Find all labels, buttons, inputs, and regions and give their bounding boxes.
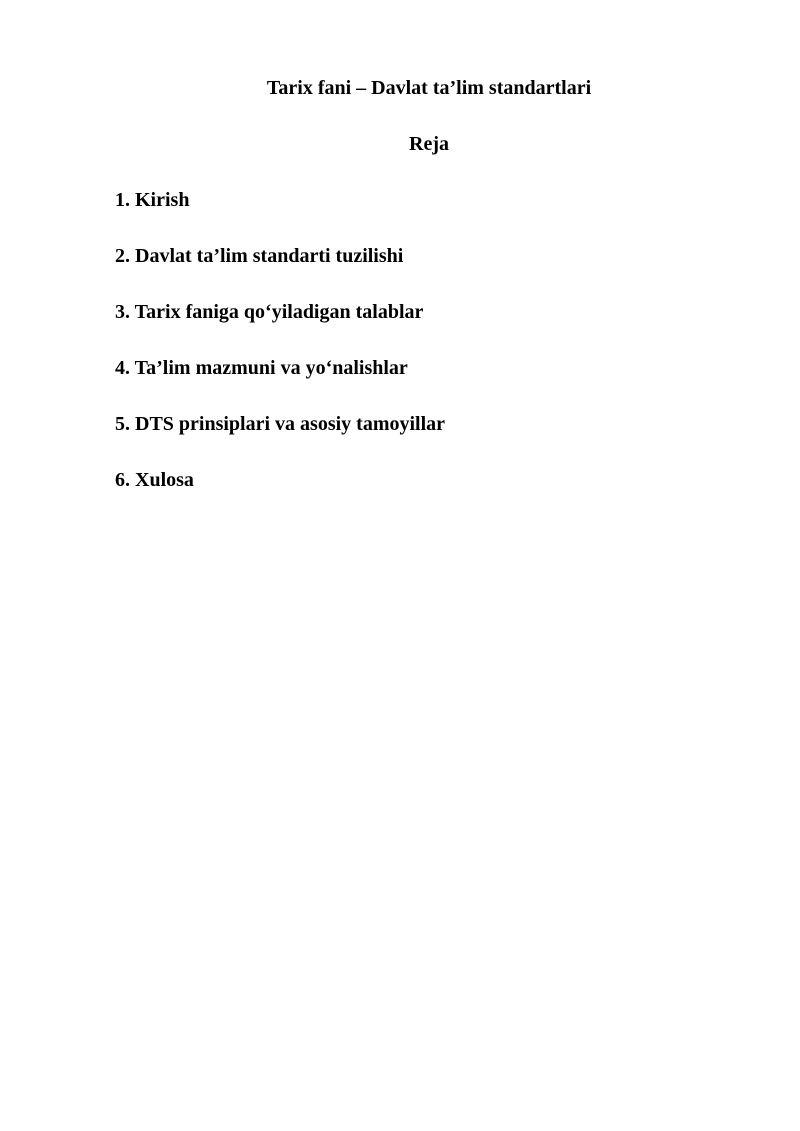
plan-item-kirish: 1. Kirish bbox=[115, 189, 190, 211]
plan-list bbox=[115, 187, 445, 523]
plan-item-dts-principles: 5. DTS prinsiplari va asosiy tamoyillar bbox=[115, 413, 446, 435]
plan-item-xulosa: 6. Xulosa bbox=[115, 469, 194, 491]
plan-heading: Reja bbox=[409, 133, 449, 155]
document-title: Tarix fani – Davlat ta’lim standartlari bbox=[266, 77, 592, 99]
plan-item-standard-structure: 2. Davlat ta’lim standarti tuzilishi bbox=[115, 245, 404, 267]
plan-item-content-directions: 4. Ta’lim mazmuni va yo‘nalishlar bbox=[115, 357, 408, 379]
plan-item-requirements: 3. Tarix faniga qo‘yiladigan talablar bbox=[115, 301, 424, 323]
